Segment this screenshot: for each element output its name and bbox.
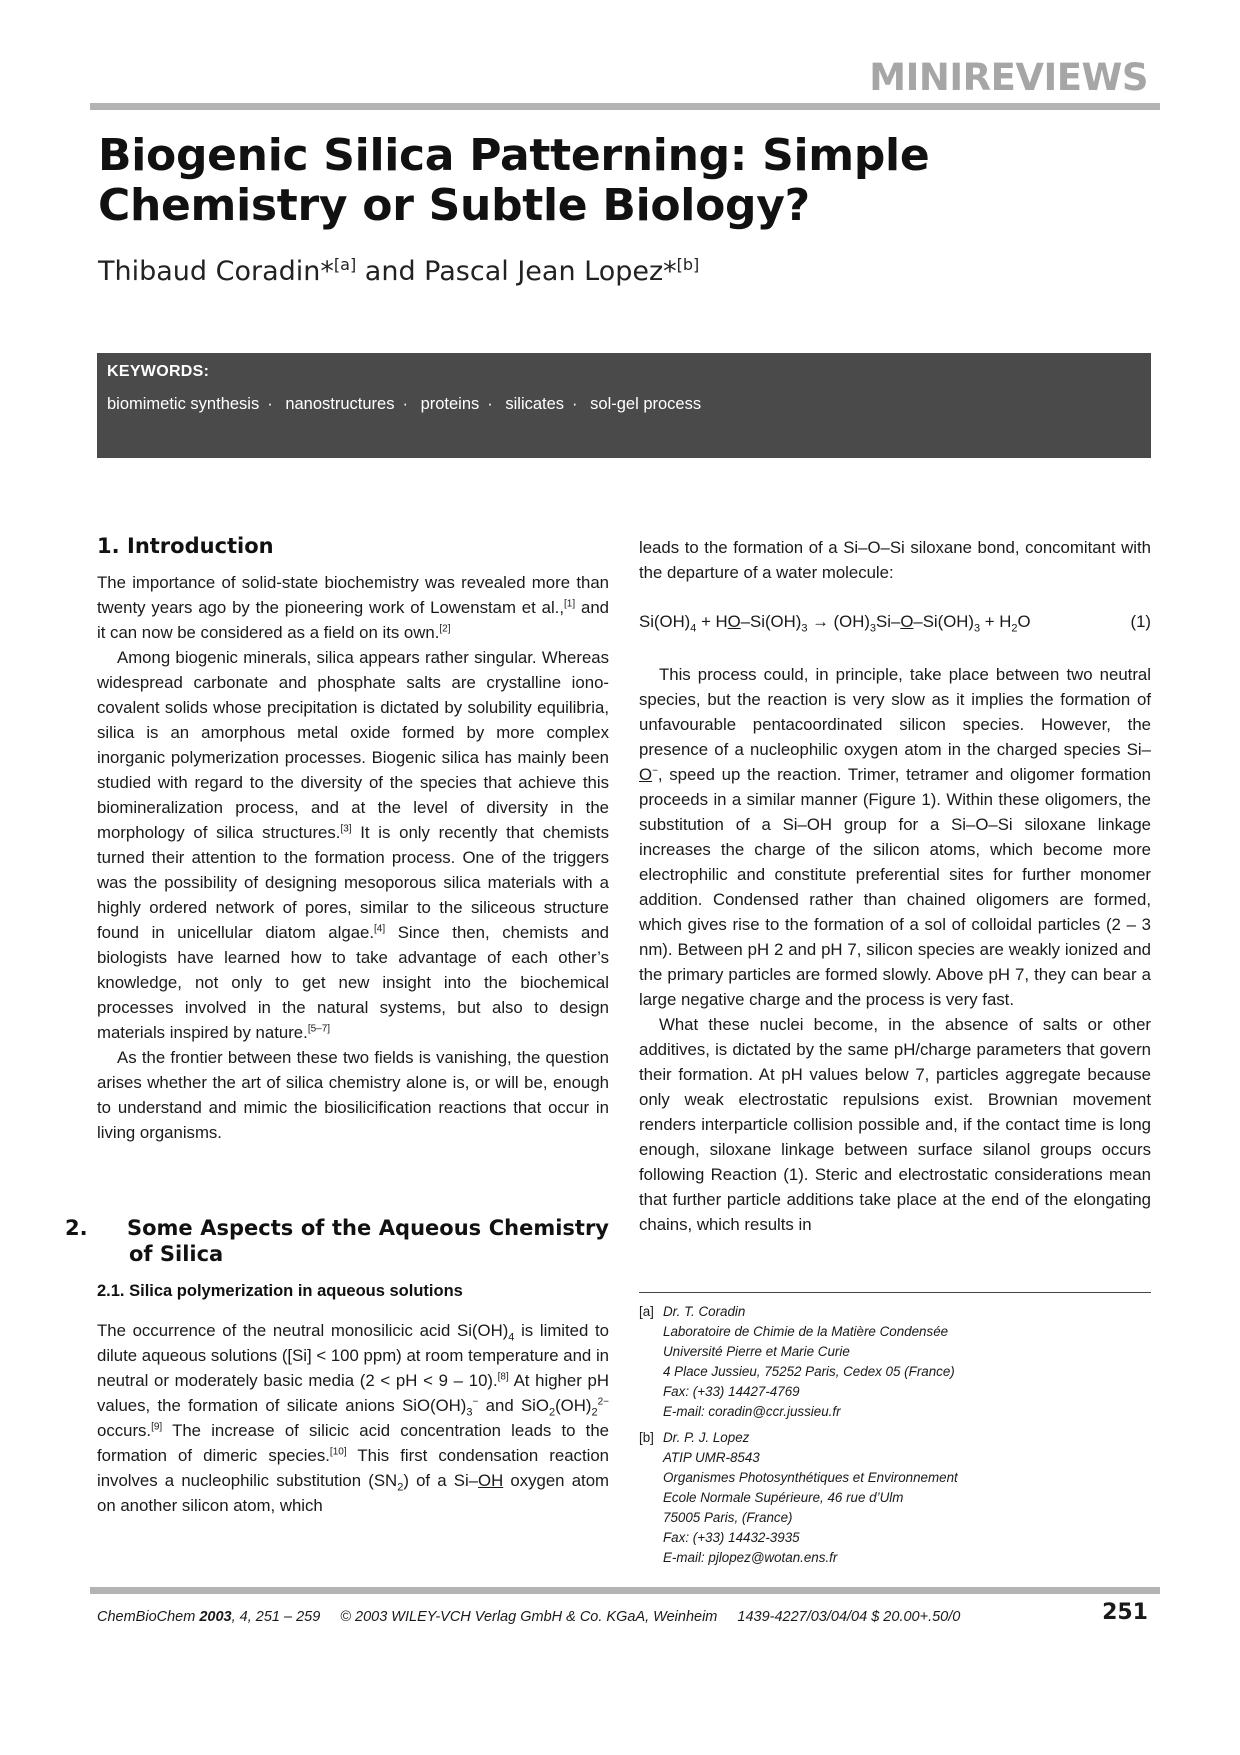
footnote-line: Université Pierre et Marie Curie (663, 1344, 850, 1359)
paragraph-intro-3: As the frontier between these two fields is vanishing, the question arises whether the art of silica chemistry alone is, or will be, enough to understand and mimic the biosilicification reactions that occur in living organisms. (97, 1048, 609, 1142)
footnote-line: Ecole Normale Supérieure, 46 rue d’Ulm (663, 1490, 904, 1505)
citation-ref: [3] (340, 823, 352, 835)
citation-ref: [10] (329, 1446, 347, 1458)
equation-body: $Si(OH)_4 + HO-Si(OH)_3 \to (OH)_3Si-O-Si(OH)_3 + H_2O$ (639, 612, 1031, 635)
keyword-separator: · (402, 395, 408, 413)
keyword: proteins (420, 395, 480, 413)
keyword-separator: · (572, 395, 578, 413)
left-column (65, 533, 610, 1518)
footnote-b (639, 1428, 1151, 1568)
authors (98, 255, 699, 287)
keywords-heading: KEYWORDS: (107, 363, 210, 380)
section-heading-introduction (97, 533, 609, 559)
keyword-separator: · (487, 395, 493, 413)
keyword: sol-gel process (590, 395, 702, 413)
right-column (639, 535, 1151, 1237)
author-1: Thibaud Coradin* (98, 256, 334, 287)
keyword: nanostructures (285, 395, 395, 413)
footnote-line: Organismes Photosynthétiques et Environnement (663, 1470, 958, 1485)
affiliation-footnotes (639, 1302, 1151, 1574)
footnote-key: [b] (639, 1430, 654, 1445)
keywords-box (97, 353, 1151, 458)
article-title: Biogenic Silica Patterning: Simple Chemistry or Subtle Biology? (98, 130, 930, 231)
section-title: Introduction (127, 534, 274, 558)
footnote-line: Fax: (+33) 14427-4769 (663, 1384, 800, 1399)
keyword: silicates (505, 395, 565, 413)
footnote-email: E-mail: pjlopez@wotan.ens.fr (663, 1550, 838, 1565)
citation-ref: [1] (564, 598, 576, 610)
keyword: biomimetic synthesis (107, 395, 260, 413)
citation-ref: [8] (497, 1371, 509, 1383)
keywords-list (107, 395, 1141, 414)
author-conjunction: and (356, 256, 425, 287)
author-1-affiliation-mark: [a] (333, 255, 357, 274)
paragraph-aqueous-1: The occurrence of the neutral monosilicic acid $Si(OH)_4$ is limited to dilute aqueous solutions ([Si] < 100 ppm) at room temperature and in neutral or moderately basic media (2 < pH < 9 – 10).[8] At higher pH values, the formation of silicate anions $SiO(OH)_3^-$ and $SiO_2(OH)_2^{2-}$ occurs.[9] The increase of silicic acid concentration leads to the formation of dimeric species.[10] This first condensation reaction involves a nucleophilic substitution $(SN_2)$ of a Si–OH oxygen atom on another silicon atom, which (97, 1321, 610, 1515)
footnote-rule (639, 1292, 1151, 1293)
paragraph-nuclei: What these nuclei become, in the absence of salts or other additives, is dictated by the same pH/charge parameters that govern their formation. At pH values below 7, particles aggregate because only weak electrostatic repulsions exist. Brownian movement renders interparticle collision possible and, if the contact time is long enough, siloxane linkage between surface silanol groups occurs following Reaction (1). Steric and electrostatic considerations mean that further particle additions take place at the end of the elongating chains, which results in (639, 1015, 1151, 1234)
paragraph-intro-1: The importance of solid-state biochemistry was revealed more than twenty years ago by the pioneering work of Lowenstam et al.,[1] and it can now be considered as a field on its own.[2] (97, 573, 609, 642)
footnote-line: 75005 Paris, (France) (663, 1510, 793, 1525)
top-rule (90, 103, 1160, 110)
footer-copyright: © 2003 WILEY-VCH Verlag GmbH & Co. KGaA, Weinheim (340, 1609, 718, 1625)
author-2: Pascal Jean Lopez* (424, 256, 677, 287)
page-number: 251 (1102, 1600, 1148, 1625)
citation-ref: [9] (151, 1421, 163, 1433)
footnote-line: Fax: (+33) 14432-3935 (663, 1530, 800, 1545)
section-label: MINIREVIEWS (869, 56, 1148, 99)
footer-citation: ChemBioChem 2003, 4, 251 – 259 © 2003 WILEY-VCH Verlag GmbH & Co. KGaA, Weinheim 1439-4227/03/04/04 $ 20.00+.50/0 (97, 1609, 961, 1625)
bottom-rule (90, 1587, 1160, 1594)
footnote-line: ATIP UMR-8543 (663, 1450, 760, 1465)
section-number: 1. (97, 534, 120, 558)
citation-ref: [5–7] (307, 1023, 331, 1035)
footnote-a (639, 1302, 1151, 1422)
footnote-line: Dr. T. Coradin (663, 1304, 746, 1319)
paragraph-intro-2: Among biogenic minerals, silica appears rather singular. Whereas widespread carbonate and phosphate salts are crystalline iono-covalent solids whose precipitation is dictated by solubility equilibria, silica is an amorphous metal oxide formed by more complex inorganic polymerization processes. Biogenic silica has mainly been studied with regard to the diversity of the species that achieve this biomineralization process, and at the level of diversity in the morphology of silica structures.[3] It is only recently that chemists turned their attention to the formation process. One of the triggers was the possibility of designing mesoporous silica materials with a highly ordered network of pores, similar to the siliceous structure found in unicellular diatom algae.[4] Since then, chemists and biologists have learned how to take advantage of each other’s knowledge, not only to get new insight into the biochemical processes involved in the natural systems, but also to design materials inspired by nature.[5–7] (97, 648, 609, 1042)
author-2-affiliation-mark: [b] (676, 255, 700, 274)
footnote-line: 4 Place Jussieu, 75252 Paris, Cedex 05 (France) (663, 1364, 955, 1379)
citation-ref: [2] (439, 623, 451, 635)
citation-ref: [4] (374, 923, 386, 935)
footnote-line: Dr. P. J. Lopez (663, 1430, 750, 1445)
keyword-separator: · (267, 395, 273, 413)
footnote-key: [a] (639, 1304, 654, 1319)
footnote-email: E-mail: coradin@ccr.jussieu.fr (663, 1404, 841, 1419)
footer-issn: 1439-4227/03/04/04 $ 20.00+.50/0 (737, 1609, 961, 1625)
section-number: 2. (65, 1216, 88, 1240)
paragraph-process: This process could, in principle, take place between two neutral species, but the reaction is very slow as it implies the formation of unfavourable pentacoordinated silicon species. However, the presence of a nucleophilic oxygen atom in the charged species Si–O−, speed up the reaction. Trimer, tetramer and oligomer formation proceeds in a similar manner (Figure 1). Within these oligomers, the substitution of a Si–OH group for a Si–O–Si siloxane linkage increases the charge of the silicon atoms, which become more electrophilic and constitute preferential sites for further monomer addition. Condensed rather than chained oligomers are formed, which gives rise to the formation of a sol of colloidal particles (2 – 3 nm). Between pH 2 and pH 7, silicon species are weakly ionized and the primary particles are formed slowly. Above pH 7, they can bear a large negative charge and the process is very fast. (639, 665, 1151, 1009)
section-title: Some Aspects of the Aqueous Chemistry of Silica (127, 1216, 609, 1266)
equation-number: (1) (1130, 612, 1151, 631)
paragraph-continuation: leads to the formation of a Si–O–Si siloxane bond, concomitant with the departure of a water molecule: (639, 538, 1151, 582)
footnote-line: Laboratoire de Chimie de la Matière Condensée (663, 1324, 949, 1339)
section-heading-aqueous-chemistry (65, 1215, 609, 1267)
equation-1 (639, 609, 1151, 634)
subsection-heading: 2.1. Silica polymerization in aqueous solutions (97, 1282, 463, 1300)
